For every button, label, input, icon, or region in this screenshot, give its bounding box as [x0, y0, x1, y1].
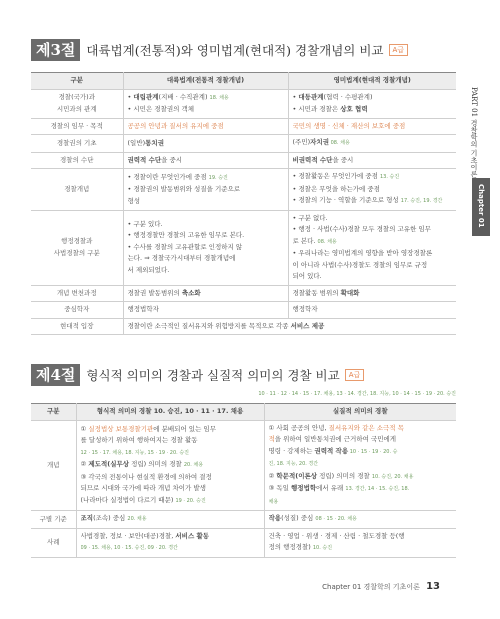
cell-text: (협력 · 수평관계) — [323, 93, 373, 101]
cell-text: ② — [268, 471, 277, 480]
cell-text: • 구분 없다. — [292, 213, 328, 222]
row-label-line: 경찰권의 기초 — [56, 138, 97, 147]
cell-line — [269, 471, 453, 484]
chapter-tab[interactable] — [472, 178, 490, 236]
left-cell — [123, 89, 288, 118]
highlight-text: 공공의 안녕과 질서의 유지에 중점 — [127, 121, 224, 130]
row-label-line: 행정경찰과 — [61, 237, 93, 245]
cell-text: ① — [80, 424, 89, 433]
cell-text: ③ 독일 — [268, 484, 292, 492]
row-label — [31, 420, 76, 511]
cell-text: • 구분 있다. — [127, 219, 163, 228]
cell-line — [128, 304, 284, 316]
cell-line — [293, 213, 453, 225]
exam-reference: 19. 승진 — [208, 174, 228, 181]
row-label-line: 중심학자 — [64, 305, 90, 313]
cell-line — [293, 171, 453, 184]
section-4 — [31, 362, 456, 558]
cell-line — [128, 242, 284, 254]
cell-text: 는다. ⇒ 경찰국가시대부터 경찰개념에 — [127, 254, 236, 263]
cell-line — [81, 472, 260, 484]
cell-text: • — [127, 92, 134, 101]
left-cell — [123, 285, 288, 302]
row-label-line: 개념 변천과정 — [56, 288, 97, 297]
cell-text: 사법경찰, 정보 · 보안(대공)경찰, — [80, 531, 176, 540]
cell-text: (일반) — [127, 138, 146, 147]
exam-reference: 채용 — [268, 498, 279, 505]
exam-reference: 10 · 15 · 19 · 20. 승 — [348, 448, 398, 455]
table-row — [31, 285, 456, 302]
row-label — [31, 118, 123, 135]
exam-reference: 12 · 15 · 17. 채용, 18. 지능, 15 · 19 · 20. 승진 — [80, 449, 189, 456]
cell-line — [128, 288, 284, 300]
table-row — [31, 420, 456, 511]
section-4-title: 형식적 의미의 경찰과 실질적 의미의 경찰 비교 — [86, 368, 340, 383]
exam-reference: 08. 채용 — [317, 238, 337, 245]
bold-text: 행정법학 — [291, 484, 317, 492]
left-cell — [123, 118, 288, 135]
footer-chapter-title: Chapter 01 경찰학의 기초이론 — [322, 583, 420, 591]
row-label — [31, 511, 76, 529]
highlight-text: 국민의 생명 · 신체 · 재산의 보호에 중점 — [292, 121, 406, 130]
cell-line — [293, 271, 453, 283]
merged-cell — [123, 318, 456, 335]
cell-text: 을 위하여 일반통치권에 근거하여 국민에게 — [274, 435, 397, 443]
cell-line — [81, 542, 260, 555]
cell-line — [128, 92, 284, 105]
cell-text: • 경찰의 기능 · 역할을 기준으로 형성 — [292, 196, 401, 204]
cell-line — [81, 531, 260, 543]
left-cell — [76, 528, 264, 557]
highlight-text: 실정법상 보통경찰기관 — [88, 424, 154, 433]
bold-text: 학문적(이론상 — [276, 471, 318, 480]
table-header-row — [31, 73, 456, 90]
table-header-row — [31, 404, 456, 421]
cell-line — [128, 321, 453, 333]
cell-text: 행정법학자 — [127, 305, 159, 313]
bold-text: 상호 협력 — [340, 104, 368, 113]
section-3-level-badge: A급 — [389, 44, 409, 56]
row-label — [31, 285, 123, 302]
cell-line — [128, 172, 284, 185]
bold-text: 서비스 활동 — [175, 531, 210, 540]
cell-text: • 경찰은 무엇을 하는가에 중점 — [292, 184, 380, 193]
section-3 — [31, 37, 456, 335]
cell-line — [128, 138, 284, 150]
exam-reference: 08. 채용 — [328, 140, 350, 146]
cell-line — [81, 435, 260, 447]
cell-line — [293, 137, 453, 150]
row-label — [31, 210, 123, 285]
exam-reference: 08 · 15 · 20. 채용 — [315, 516, 357, 522]
right-cell — [288, 302, 456, 319]
row-label-line: 개념 — [46, 460, 60, 469]
chapter-tab-label: Chapter 01 — [477, 184, 485, 228]
cell-line — [128, 219, 284, 231]
bold-text: 서비스 제공 — [290, 321, 325, 330]
left-cell — [76, 420, 264, 511]
highlight-text: 질서유지와 같은 소극적 목 — [328, 423, 404, 432]
right-cell — [288, 89, 456, 118]
cell-line — [128, 253, 284, 265]
bold-text: 비권력적 수단 — [292, 155, 333, 164]
bold-text: 대립관계 — [133, 92, 159, 101]
table-row — [31, 152, 456, 169]
column-header: 대륙법계(전통적 경찰개념) — [123, 73, 288, 90]
exam-reference: 17. 승진, 19. 경간 — [400, 198, 443, 204]
table-row — [31, 318, 456, 335]
cell-text: 명령 · 강제하는 — [268, 446, 315, 455]
section-3-heading — [31, 37, 456, 63]
table-row — [31, 89, 456, 118]
cell-line — [293, 121, 453, 133]
cell-text: 행정학자 — [292, 305, 318, 313]
exam-reference: 20. 채용 — [127, 516, 147, 522]
cell-line — [128, 121, 284, 133]
cell-line — [293, 236, 453, 249]
bold-text: 권력적 수단 — [127, 155, 162, 164]
cell-line — [269, 434, 453, 446]
row-label-line: 현대적 입장 — [60, 321, 94, 330]
cell-text: 건축 · 영업 · 위생 · 경제 · 산림 · 철도경찰 등(행 — [268, 531, 405, 540]
row-label-line: 사법경찰의 구분 — [53, 248, 100, 257]
cell-text: • 시민과 경찰은 — [292, 104, 341, 113]
cell-line — [293, 288, 453, 300]
row-label-line: 경찰개념 — [64, 184, 90, 193]
table-row — [31, 169, 456, 211]
row-label — [31, 135, 123, 153]
row-label-line: 사례 — [46, 537, 60, 546]
left-cell — [123, 135, 288, 153]
cell-line — [128, 184, 284, 196]
row-label — [31, 528, 76, 557]
column-header: 형식적 의미의 경찰 10. 승진, 10 · 11 · 17. 채용 — [76, 404, 264, 421]
cell-text: 서 제외되었다. — [127, 265, 170, 274]
cell-line — [293, 184, 453, 196]
cell-text: 경찰권 발동범위의 — [127, 288, 182, 297]
cell-text: ② — [80, 460, 89, 468]
cell-line — [81, 447, 260, 460]
column-header: 구분 — [31, 73, 123, 90]
column-header: 영미법계(현대적 경찰개념) — [288, 73, 456, 90]
right-cell — [264, 511, 456, 529]
row-label — [31, 169, 123, 211]
row-label-line: 시민과의 관계 — [56, 104, 97, 113]
table-row — [31, 528, 456, 557]
cell-text: 정립) 의미의 경찰 — [129, 460, 184, 468]
cell-text: • 행정경찰만 경찰의 고유한 임무로 본다. — [127, 231, 245, 240]
page-footer — [300, 581, 440, 592]
cell-line — [81, 513, 260, 526]
cell-line — [293, 248, 453, 260]
cell-line — [293, 304, 453, 316]
right-cell — [288, 285, 456, 302]
cell-text: 형성 — [127, 196, 141, 205]
right-cell — [264, 528, 456, 557]
cell-text: 에 분배되어 있는 임무 — [153, 424, 216, 433]
cell-line — [128, 155, 284, 167]
cell-line — [81, 495, 260, 508]
cell-text: 경찰활동 범위의 — [292, 288, 341, 297]
running-head-text: PART 01 경찰학의 기초이론 — [470, 87, 478, 178]
cell-line — [128, 104, 284, 116]
cell-line — [128, 265, 284, 277]
cell-text: 이 아니라 사법(수사)경찰도 경찰의 임무로 규정 — [292, 260, 428, 269]
cell-line — [293, 155, 453, 167]
section-4-badge: 제4절 — [31, 364, 80, 386]
section-4-heading — [31, 362, 456, 388]
cell-line — [293, 92, 453, 104]
cell-line — [269, 513, 453, 526]
exam-reference: 19 · 20. 승진 — [175, 497, 206, 504]
right-cell — [264, 420, 456, 511]
cell-text: 에서 유래 — [316, 484, 346, 492]
bold-text: 축소화 — [181, 288, 201, 297]
cell-text: 를 달성하기 위하여 행하여지는 경찰 활동 — [80, 436, 198, 444]
table-row — [31, 511, 456, 529]
left-cell — [123, 169, 288, 211]
cell-text: (주민) — [292, 138, 311, 146]
cell-text: 정립) 의미의 경찰 — [317, 471, 372, 480]
cell-text: • 경찰활동은 무엇인가에 중점 — [292, 172, 380, 180]
cell-line — [293, 260, 453, 272]
table-row — [31, 302, 456, 319]
bold-text: 조직 — [80, 514, 94, 522]
cell-text: 을 중시 — [161, 155, 183, 164]
section-3-badge: 제3절 — [31, 39, 80, 61]
cell-text: • 우리나라는 영미법계의 영향을 받아 영장경찰론 — [292, 249, 433, 257]
bold-text: 통치권 — [145, 138, 164, 147]
cell-text: 로 본다. — [292, 236, 318, 245]
left-cell — [76, 511, 264, 529]
bold-text: 대등관계 — [298, 93, 324, 101]
right-cell — [288, 152, 456, 169]
exam-reference: 13. 경간, 14 · 15. 승진, 18. — [345, 486, 410, 492]
cell-text: (성질) 중심 — [281, 514, 316, 522]
cell-line — [81, 424, 260, 436]
cell-text: (나라마다 실정법이 다르기 때문) — [80, 495, 176, 504]
cell-line — [128, 230, 284, 242]
cell-line — [293, 224, 453, 236]
cell-line — [269, 496, 453, 509]
exam-reference: 10. 승진, 20. 채용 — [371, 473, 414, 480]
cell-text: ① 사회 공공의 안녕, — [268, 423, 329, 432]
cell-text: 되어 있다. — [292, 272, 322, 280]
section-4-level-badge: A급 — [345, 369, 365, 381]
row-label-line: 경찰(국가)과 — [58, 93, 95, 101]
right-cell — [288, 135, 456, 153]
cell-line — [81, 483, 260, 495]
cell-line — [293, 195, 453, 208]
cell-text: • 행정 · 사법(수사)경찰 모두 경찰의 고유한 임무 — [292, 225, 431, 233]
cell-line — [128, 196, 284, 208]
right-cell — [288, 169, 456, 211]
bold-text: 권력적 작용 — [314, 446, 349, 455]
cell-text: • 경찰권의 발동범위와 성질을 기준으로 — [127, 185, 241, 193]
cell-text: 을 중시 — [332, 155, 354, 164]
cell-line — [269, 483, 453, 496]
cell-line — [269, 458, 453, 471]
right-cell — [288, 210, 456, 285]
left-cell — [123, 152, 288, 169]
column-header: 실질적 의미의 경찰 — [264, 404, 456, 421]
cell-line — [269, 446, 453, 459]
table-row — [31, 118, 456, 135]
row-label-line: 경찰의 임무 · 목적 — [50, 121, 103, 130]
row-label — [31, 152, 123, 169]
cell-text: 정의 행정경찰) — [268, 543, 313, 551]
cell-text: • 시민은 경찰권의 객체 — [127, 105, 195, 113]
highlight-text: 적 — [268, 435, 275, 443]
left-cell — [123, 210, 288, 285]
cell-text: • 경찰이란 무엇인가에 중점 — [127, 172, 209, 181]
exam-reference: 10. 승진 — [312, 545, 333, 551]
exam-reference: 13. 승진 — [379, 174, 400, 180]
exam-reference: 진, 18. 지능, 20. 경간 — [268, 461, 319, 467]
cell-line — [81, 459, 260, 472]
cell-text: • — [292, 93, 299, 101]
bold-text: 확대화 — [340, 288, 360, 297]
cell-text: (조속) 중심 — [93, 514, 128, 522]
table-row — [31, 135, 456, 153]
bold-text: 자치권 — [310, 138, 329, 146]
right-cell — [288, 118, 456, 135]
row-label — [31, 318, 123, 335]
exam-reference: 18. 채용 — [209, 94, 229, 101]
cell-text: (지배 · 수직관계) — [158, 92, 210, 101]
section-4-exam-references: 10 · 11 · 12 · 14 · 15 · 17. 채용, 13 · 14. 경간, 18. 지능, 10 · 14 · 15 · 19 · 20. 승진 — [258, 391, 456, 397]
cell-line — [269, 423, 453, 435]
table-row — [31, 210, 456, 285]
row-label — [31, 89, 123, 118]
cell-text: • 수사를 경찰의 고유관할로 인정하지 않 — [127, 242, 243, 251]
comparison-table-1 — [31, 72, 456, 335]
cell-line — [293, 104, 453, 116]
bold-text: 제도적(실무상 — [88, 460, 130, 468]
cell-text: ③ 각국의 전통이나 현실적 환경에 의하여 결정 — [80, 472, 212, 481]
row-label-line: 경찰의 수단 — [60, 155, 94, 164]
cell-line — [269, 531, 453, 543]
comparison-table-2 — [31, 403, 456, 558]
exam-reference: 09 · 15. 채용, 10 · 15. 승진, 09 · 20. 경간 — [80, 545, 178, 551]
page-number: 13 — [426, 581, 440, 592]
cell-line — [269, 542, 453, 555]
column-header: 구분 — [31, 404, 76, 421]
section-3-title: 대륙법계(전통적)와 영미법계(현대적) 경찰개념의 비교 — [86, 43, 384, 58]
bold-text: 작용 — [268, 514, 282, 522]
cell-text: 경찰이란 소극적인 질서유지와 위험방지를 목적으로 각종 — [127, 321, 291, 330]
row-label — [31, 302, 123, 319]
exam-reference: 20. 채용 — [183, 462, 204, 468]
cell-text: 되므로 시대와 국가에 따라 개념 차이가 발생 — [80, 484, 206, 492]
row-label-line: 구별 기준 — [39, 514, 67, 523]
left-cell — [123, 302, 288, 319]
